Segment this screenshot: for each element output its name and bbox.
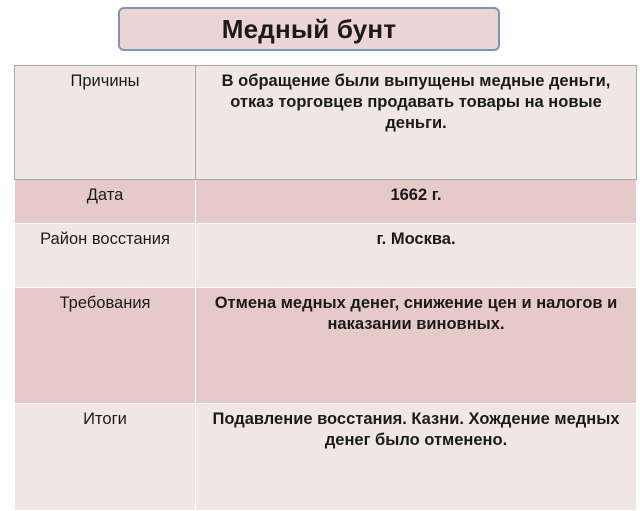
table-row-demands [15, 288, 637, 404]
row-value-results: Подавление восстания. Казни. Хождение медных денег было отменено. [196, 404, 637, 511]
info-table [14, 65, 637, 511]
row-value-demands: Отмена медных денег, снижение цен и налогов и наказании виновных. [196, 288, 637, 404]
title-box [118, 7, 500, 51]
row-label-causes: Причины [15, 66, 196, 180]
row-label-results: Итоги [15, 404, 196, 511]
row-value-region: г. Москва. [196, 224, 637, 288]
table-row-date [15, 180, 637, 224]
table-row-region [15, 224, 637, 288]
row-label-demands: Требования [15, 288, 196, 404]
page-title: Медный бунт [221, 13, 397, 44]
row-label-date: Дата [15, 180, 196, 224]
row-value-date: 1662 г. [196, 180, 637, 224]
table-row-causes [15, 66, 637, 180]
row-label-region: Район восстания [15, 224, 196, 288]
table-row-results [15, 404, 637, 511]
row-value-causes: В обращение были выпущены медные деньги, отказ торговцев продавать товары на новые деньги. [196, 66, 637, 180]
